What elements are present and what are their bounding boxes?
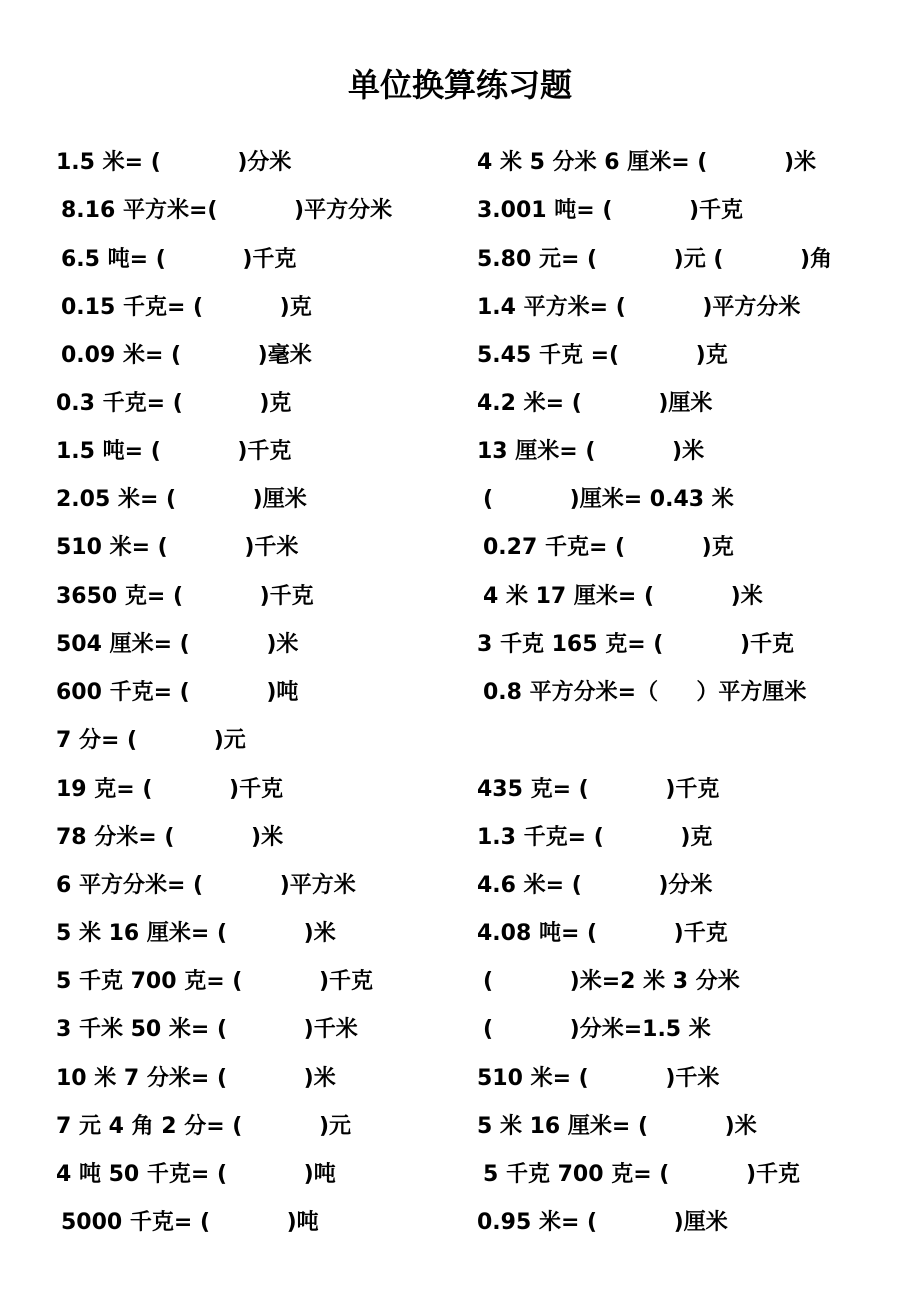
problem-left: 6.5 吨= ( )千克 — [61, 247, 297, 272]
problem-right: 5.45 千克 =( )克 — [477, 343, 728, 368]
problem-right: 3.001 吨= ( )千克 — [477, 198, 744, 223]
problem-right: 435 克= ( )千克 — [477, 777, 720, 802]
problem-left: 6 平方分米= ( )平方米 — [56, 873, 356, 898]
problem-right: 510 米= ( )千米 — [477, 1066, 720, 1091]
problem-left: 0.3 千克= ( )克 — [56, 391, 292, 416]
problem-right: 4 米 5 分米 6 厘米= ( )米 — [477, 150, 817, 175]
problem-right: 1.4 平方米= ( )平方分米 — [477, 295, 801, 320]
problem-left: 4 吨 50 千克= ( )吨 — [56, 1162, 336, 1187]
page-title: 单位换算练习题 — [347, 66, 572, 104]
problem-left: 7 分= ( )元 — [56, 728, 246, 753]
problem-left: 3 千米 50 米= ( )千米 — [56, 1017, 358, 1042]
problem-left: 510 米= ( )千米 — [56, 535, 299, 560]
problem-right: 0.95 米= ( )厘米 — [477, 1210, 728, 1235]
problem-left: 78 分米= ( )米 — [56, 825, 284, 850]
problem-right: 1.3 千克= ( )克 — [477, 825, 713, 850]
problem-left: 5 米 16 厘米= ( )米 — [56, 921, 336, 946]
problem-left: 3650 克= ( )千克 — [56, 584, 314, 609]
problem-left: 600 千克= ( )吨 — [56, 680, 299, 705]
problem-left: 5 千克 700 克= ( )千克 — [56, 969, 374, 994]
problem-left: 0.15 千克= ( )克 — [61, 295, 312, 320]
problem-left: 8.16 平方米=( )平方分米 — [61, 198, 393, 223]
problem-right: 3 千克 165 克= ( )千克 — [477, 632, 795, 657]
problem-right: ( )米=2 米 3 分米 — [483, 969, 740, 994]
problem-right: 0.8 平方分米=（ ）平方厘米 — [483, 680, 807, 705]
problem-left: 2.05 米= ( )厘米 — [56, 487, 307, 512]
problem-left: 5000 千克= ( )吨 — [61, 1210, 319, 1235]
problem-left: 1.5 吨= ( )千克 — [56, 439, 292, 464]
problem-right: 4.08 吨= ( )千克 — [477, 921, 728, 946]
problem-left: 504 厘米= ( )米 — [56, 632, 299, 657]
problem-right: 5.80 元= ( )元 ( )角 — [477, 247, 833, 272]
problem-right: 5 米 16 厘米= ( )米 — [477, 1114, 757, 1139]
problem-right: 4.2 米= ( )厘米 — [477, 391, 713, 416]
problem-left: 0.09 米= ( )毫米 — [61, 343, 312, 368]
problem-right: ( )厘米= 0.43 米 — [483, 487, 734, 512]
problem-right: 4.6 米= ( )分米 — [477, 873, 713, 898]
problem-left: 19 克= ( )千克 — [56, 777, 284, 802]
problem-left: 1.5 米= ( )分米 — [56, 150, 292, 175]
problem-right: 13 厘米= ( )米 — [477, 439, 705, 464]
problem-right: 4 米 17 厘米= ( )米 — [483, 584, 763, 609]
problem-right: ( )分米=1.5 米 — [483, 1017, 711, 1042]
problem-right: 5 千克 700 克= ( )千克 — [483, 1162, 801, 1187]
problem-right: 0.27 千克= ( )克 — [483, 535, 734, 560]
problem-left: 7 元 4 角 2 分= ( )元 — [56, 1114, 352, 1139]
problem-left: 10 米 7 分米= ( )米 — [56, 1066, 336, 1091]
